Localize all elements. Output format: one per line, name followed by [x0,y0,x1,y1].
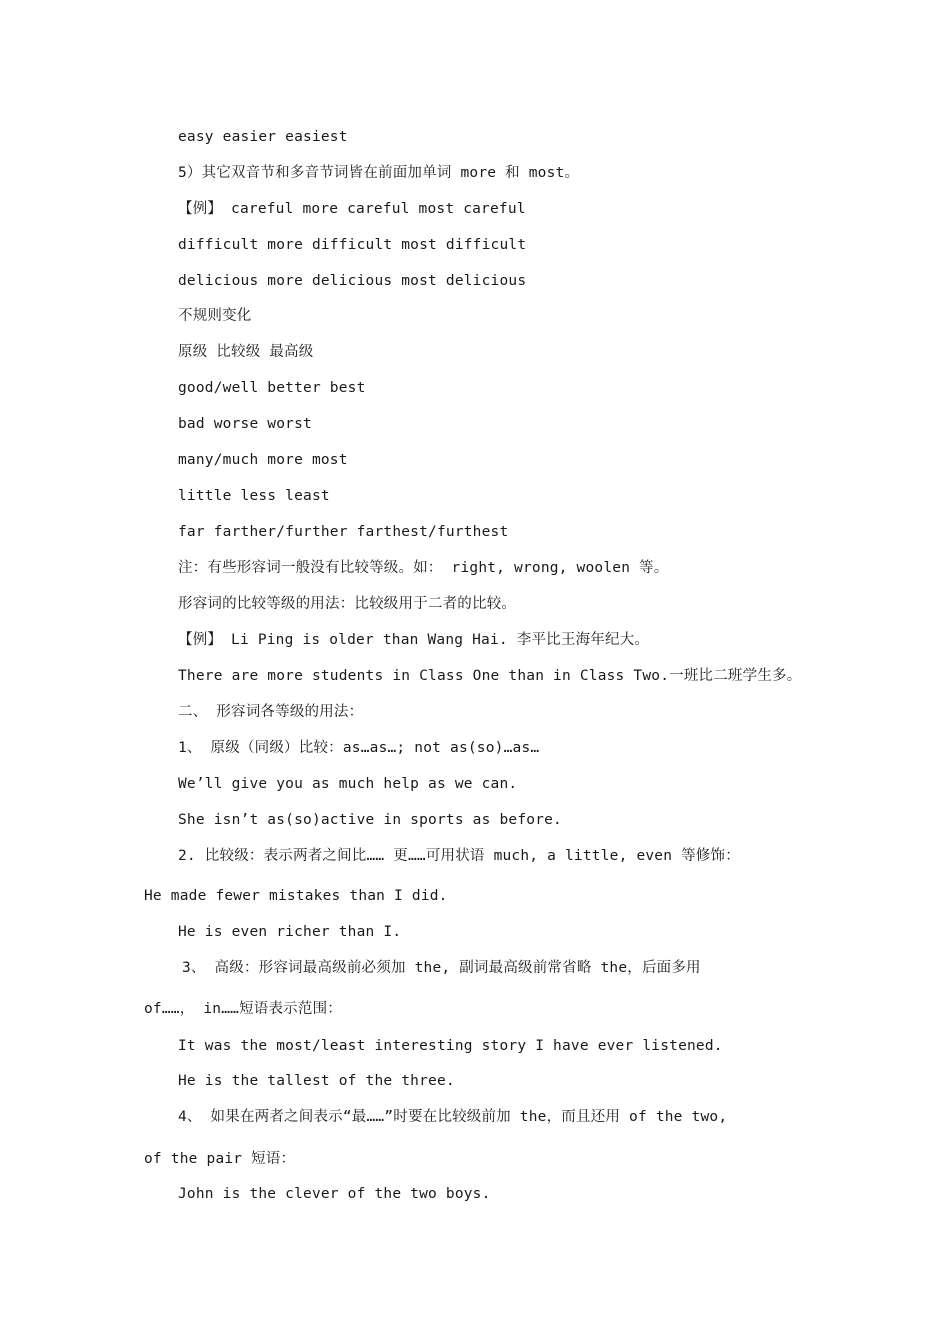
text-line: John is the clever of the two boys. [178,1186,491,1202]
text-line: 2. 比较级：表示两者之间比…… 更……可用状语 much, a little, even 等修饰： [178,848,740,864]
text-line: It was the most/least interesting story I have ever listened. [178,1038,723,1054]
text-line: He is the tallest of the three. [178,1073,455,1089]
text-line: many/much more most [178,452,348,468]
text-line: bad worse worst [178,416,312,432]
text-line: We’ll give you as much help as we can. [178,776,518,792]
text-line: She isn’t as(so)active in sports as before. [178,812,562,828]
text-line: 形容词的比较等级的用法：比较级用于二者的比较。 [178,596,517,612]
text-line: 【例】 careful more careful most careful [178,201,526,217]
text-line: easy easier easiest [178,129,348,145]
text-line: 3、 高级：形容词最高级前必须加 the, 副词最高级前常省略 the，后面多用 [182,960,701,976]
text-line: He made fewer mistakes than I did. [144,888,448,904]
section-heading: 二、 形容词各等级的用法： [178,704,364,720]
text-line: little less least [178,488,330,504]
text-line: of……， in……短语表示范围： [144,1001,342,1017]
text-line: 【例】 Li Ping is older than Wang Hai. 李平比王海年纪大。 [178,632,650,648]
text-line: He is even richer than I. [178,924,402,940]
text-line: 原级 比较级 最高级 [178,344,314,360]
text-line: There are more students in Class One than in Class Two.一班比二班学生多。 [178,668,802,684]
text-line: 注：有些形容词一般没有比较等级。如： right, wrong, woolen 等。 [178,560,669,576]
text-line: 5）其它双音节和多音节词皆在前面加单词 more 和 most。 [178,165,580,181]
text-line: 不规则变化 [178,308,252,324]
text-line: 1、 原级（同级）比较：as…as…; not as(so)…as… [178,740,540,756]
text-line: difficult more difficult most difficult [178,237,527,253]
text-line: 4、 如果在两者之间表示“最……”时要在比较级前加 the，而且还用 of the two, [178,1109,728,1125]
text-line: good/well better best [178,380,366,396]
text-line: far farther/further farthest/furthest [178,524,509,540]
text-line: of the pair 短语： [144,1151,296,1167]
text-line: delicious more delicious most delicious [178,273,527,289]
